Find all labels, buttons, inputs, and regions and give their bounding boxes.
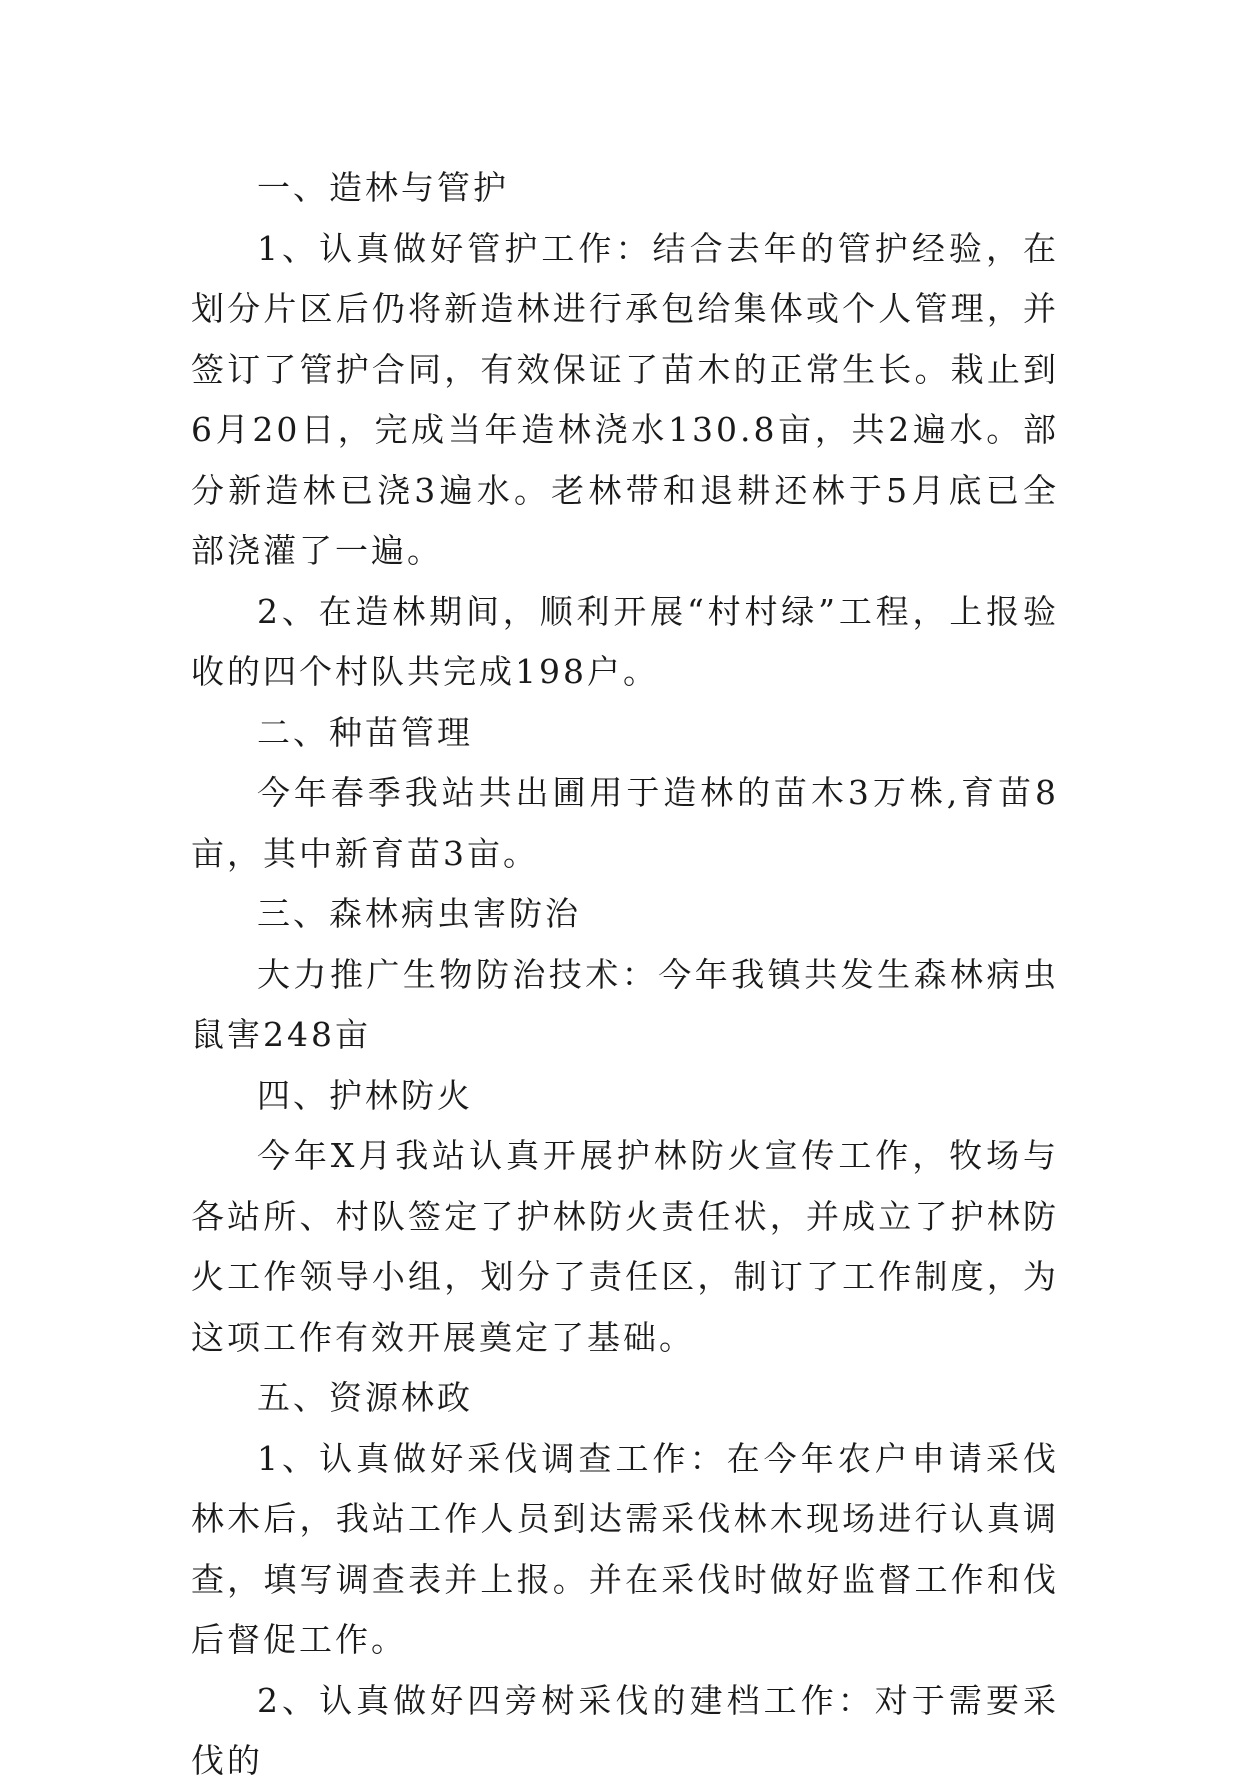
paragraph-seedlings: 今年春季我站共出圃用于造林的苗木3万株,育苗8亩，其中新育苗3亩。 [191,773,1059,873]
section-heading-pest-control: 三、森林病虫害防治 [257,894,581,933]
section-heading-fire-prevention: 四、护林防火 [257,1075,473,1115]
paragraph-village-green: 2、在造林期间，顺利开展“村村绿”工程，上报验收的四个村队共完成198户。 [191,591,1059,691]
document-body [191,158,1059,1792]
paragraph-roadside-trees: 2、认真做好四旁树采伐的建档工作：对于需要采伐的 [191,1680,1059,1780]
paragraph-fire-prevention: 今年X月我站认真开展护林防火宣传工作，牧场与各站所、村队签定了护林防火责任状，并成立了护林防火工作领导小组，划分了责任区，制订了工作制度，为这项工作有效开展奠定了基础。 [191,1136,1059,1357]
paragraph-pest-control: 大力推广生物防治技术：今年我镇共发生森林病虫鼠害248亩 [191,954,1059,1054]
section-heading-afforestation: 一、造林与管护 [257,168,509,207]
paragraph-logging-survey: 1、认真做好采伐调查工作：在今年农户申请采伐林木后，我站工作人员到达需采伐林木现场进行认真调查，填写调查表并上报。并在采伐时做好监督工作和伐后督促工作。 [191,1438,1059,1659]
paragraph-management-work: 1、认真做好管护工作：结合去年的管护经验，在划分片区后仍将新造林进行承包给集体或个人管理，并签订了管护合同，有效保证了苗木的正常生长。栽止到6月20日，完成当年造林浇水130.8亩，共2遍水。部分新造林已浇3遍水。老林带和退耕还林于5月底已全部浇灌了一遍。 [191,228,1059,570]
section-heading-forest-resources: 五、资源林政 [257,1378,473,1417]
section-heading-seedlings: 二、种苗管理 [257,712,473,752]
